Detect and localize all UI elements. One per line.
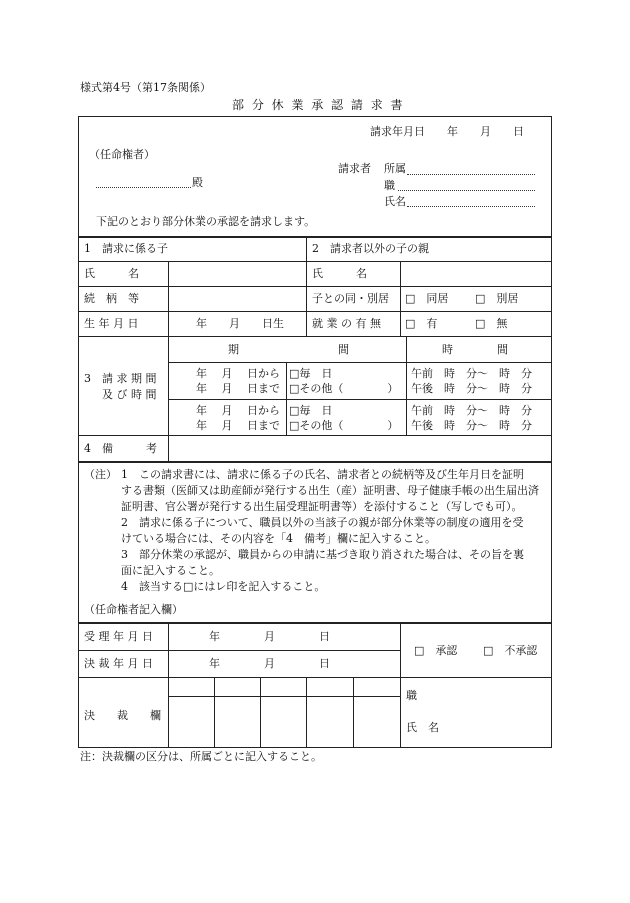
employment-no-checkbox[interactable]: □ 無 <box>475 317 508 330</box>
request-text: 下記のとおり部分休業の承認を請求します。 <box>96 215 316 228</box>
notes-prefix: （注） <box>84 468 117 481</box>
received-date: 年 月 日 <box>209 630 330 643</box>
parent-heading: 2 請求者以外の子の親 <box>312 242 429 255</box>
time-header: 時 間 <box>442 343 508 356</box>
pm-time-1: 午後 時 分～ 時 分 <box>411 382 532 395</box>
relation-label: 続 柄 等 <box>84 292 139 305</box>
approve-checkbox[interactable]: □ 承認 <box>414 644 458 657</box>
from-label-1: 年 月 日から <box>196 367 280 380</box>
note-line: する書類（医師又は助産師が発行する出生（産）証明書、母子健康手帳の出生届出済 <box>121 484 539 497</box>
note-line: 3 部分休業の承認が、職員からの申請に基づき取り消された場合は、その旨を裏 <box>121 548 524 561</box>
period-label-2: 及 び 時 間 <box>102 388 157 401</box>
note-line: 2 請求に係る子について、職員以外の当該子の親が部分休業等の制度の適用を受 <box>121 516 524 529</box>
birth-label: 生 年 月 日 <box>84 317 139 330</box>
child-name-label: 氏 名 <box>84 267 139 280</box>
footer-note: 注：決裁欄の区分は、所属ごとに記入すること。 <box>80 750 322 763</box>
daily-checkbox-2[interactable]: □毎 日 <box>289 404 333 417</box>
request-date: 請求年月日 年 月 日 <box>370 125 524 138</box>
decided-date: 年 月 日 <box>209 657 330 670</box>
approver-name-label: 氏 名 <box>406 721 439 734</box>
employment-yes-checkbox[interactable]: □ 有 <box>405 317 438 330</box>
form-title: 部 分 休 業 承 認 請 求 書 <box>232 98 405 112</box>
other-checkbox-2[interactable]: □その他（ ） <box>289 419 399 432</box>
job-line[interactable] <box>398 190 535 191</box>
other-checkbox-1[interactable]: □その他（ ） <box>289 382 399 395</box>
birth-value: 年 月 日生 <box>196 317 284 330</box>
note-line: 面に記入すること。 <box>121 564 220 577</box>
parent-name-label: 氏 名 <box>312 267 367 280</box>
form-number: 様式第4号（第17条関係） <box>80 81 211 94</box>
period-label-1: 3 請 求 期 間 <box>84 372 157 385</box>
employment-label: 就 業 の 有 無 <box>312 317 381 330</box>
note-line: 1 この請求書には、請求に係る子の氏名、請求者との続柄等及び生年月日を証明 <box>121 468 524 481</box>
note-line: 4 該当する□にはレ印を記入すること。 <box>121 580 326 593</box>
daily-checkbox-1[interactable]: □毎 日 <box>289 367 333 380</box>
to-label-1: 年 月 日まで <box>196 382 280 395</box>
cohabit-same-checkbox[interactable]: □ 同居 <box>405 292 449 305</box>
pm-time-2: 午後 時 分～ 時 分 <box>411 419 532 432</box>
to-label-2: 年 月 日まで <box>196 419 280 432</box>
from-label-2: 年 月 日から <box>196 404 280 417</box>
appointer-label: （任命権者） <box>89 148 155 161</box>
job-label: 職 <box>384 179 395 192</box>
reject-checkbox[interactable]: □ 不承認 <box>483 644 538 657</box>
requester-label: 請求者 <box>338 162 371 175</box>
affiliation-label: 所属 <box>384 162 406 175</box>
remarks-label: 4 備 考 <box>84 442 157 455</box>
approval-label: 決 裁 欄 <box>84 709 161 722</box>
am-time-1: 午前 時 分～ 時 分 <box>411 367 532 380</box>
affiliation-line[interactable] <box>407 174 535 175</box>
dono-label: 殿 <box>192 176 203 189</box>
note-line: 証明書、官公署が発行する出生届受理証明書等）を添付すること（写しでも可）。 <box>121 500 523 513</box>
child-heading: 1 請求に係る子 <box>84 242 168 255</box>
period-header: 期 間 <box>228 343 349 356</box>
note-line: けている場合には、その内容を「4 備考」欄に記入すること。 <box>121 532 436 545</box>
appointer-section-label: （任命権者記入欄） <box>84 603 183 616</box>
cohabit-separate-checkbox[interactable]: □ 別居 <box>475 292 519 305</box>
approver-job-label: 職 <box>406 689 417 702</box>
name-label: 氏名 <box>384 195 406 208</box>
name-line[interactable] <box>407 206 535 207</box>
cohabit-label: 子との同・別居 <box>312 292 389 305</box>
appointer-line[interactable] <box>96 187 191 188</box>
am-time-2: 午前 時 分～ 時 分 <box>411 404 532 417</box>
received-label: 受 理 年 月 日 <box>84 630 153 643</box>
decided-label: 決 裁 年 月 日 <box>84 657 153 670</box>
